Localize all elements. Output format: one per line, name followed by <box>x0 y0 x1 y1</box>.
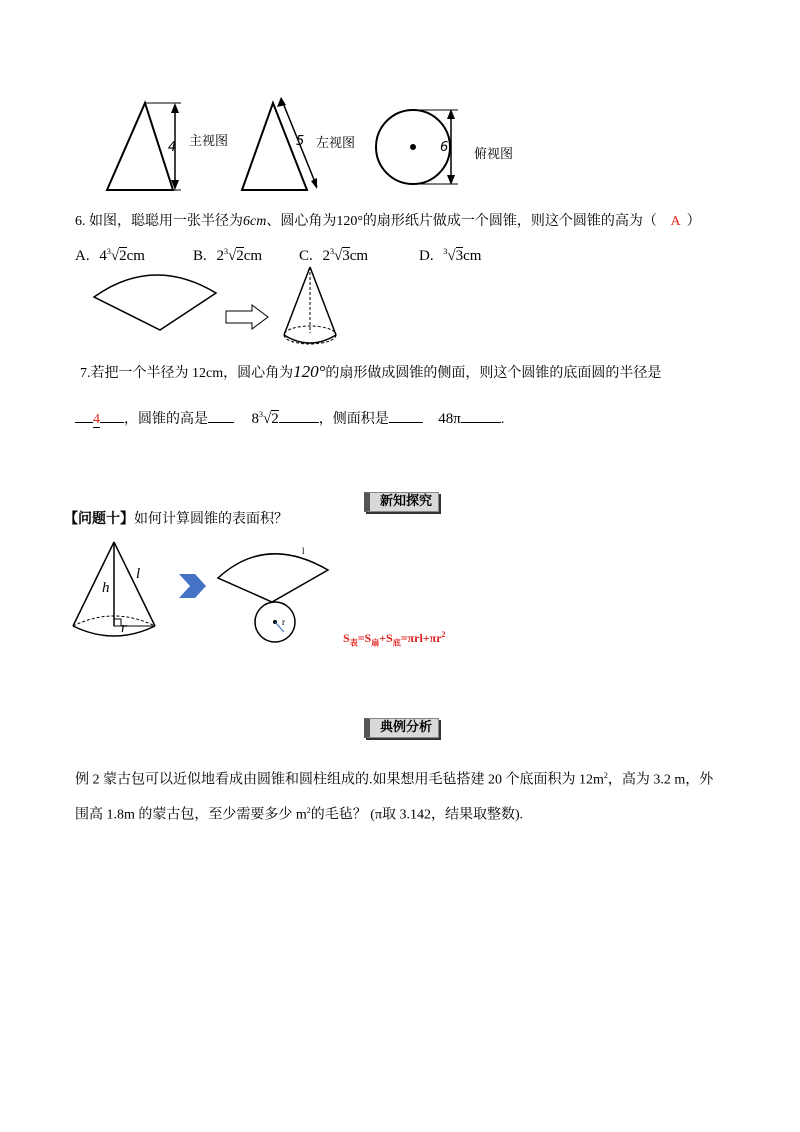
front-view-triangle <box>107 103 173 190</box>
top-view-dim: 6 <box>440 140 449 155</box>
question-7-line1: 7.若把一个半径为 12cm，圆心角为120°的扇形做成圆锥的侧面，则这个圆锥的底面圆的半径是 <box>80 362 662 381</box>
answer-area: 48π <box>438 411 461 427</box>
circle-radius-label: r <box>282 617 285 627</box>
problem-10: 【问题十】如何计算圆锥的表面积？ <box>64 512 288 527</box>
question-6-stem: 6. 如图，聪聪用一张半径为6cm、圆心角为120°的扇形纸片做成一个圆锥，则这个圆锥的高为（ A ） <box>75 214 701 229</box>
example-2-line1: 例 2 蒙古包可以近似地看成由圆锥和圆柱组成的.如果想用毛毡搭建 20 个底面积为 $12m^2$，高为 3.2 m，外 <box>75 771 714 788</box>
question-7-line2: 4 ，圆锥的高是 $8^3√2$ ，侧面积是 48π . <box>75 405 504 430</box>
front-view-label: 主视图 <box>189 134 229 149</box>
question-6-answer: A <box>670 214 681 229</box>
section-header-examples: 典例分析 <box>364 718 439 738</box>
top-view-label: 俯视图 <box>474 147 514 162</box>
sector-to-cone-figure <box>88 265 368 355</box>
answer-height: $8^3√2$ <box>251 410 279 427</box>
front-view-dim: 4 <box>168 140 177 155</box>
option-b: B. $2^3√2cm$ <box>193 247 263 264</box>
side-view-dim: 5 <box>296 134 305 149</box>
cone-slant-label: l <box>136 566 141 582</box>
section-header-new-knowledge: 新知探究 <box>364 492 439 512</box>
arrow-shape <box>226 305 268 329</box>
cone-radius-label: r <box>121 620 127 636</box>
three-views-figure <box>95 95 535 200</box>
option-a: A. $4^3√2cm$ <box>75 247 145 264</box>
option-c: C. $2^3√3cm$ <box>299 247 369 264</box>
unfolded-sector <box>218 554 328 602</box>
side-view-label: 左视图 <box>316 136 356 151</box>
sector-shape <box>94 275 216 330</box>
cone-height-label: h <box>102 580 110 596</box>
chevron-right-icon <box>179 574 206 598</box>
option-d: D. $^3$√3cm <box>419 247 482 264</box>
example-2-line2: 围高 1.8m 的蒙古包，至少需要多少 $m^2$的毛毡？ (π取 3.142，结果取整数). <box>75 806 524 823</box>
surface-area-formula: $S_表=S_扇+S_底=\pi rl+\pi r^2$ <box>343 630 446 648</box>
sector-slant-label: l <box>302 546 305 556</box>
answer-radius: 4 <box>93 412 100 427</box>
